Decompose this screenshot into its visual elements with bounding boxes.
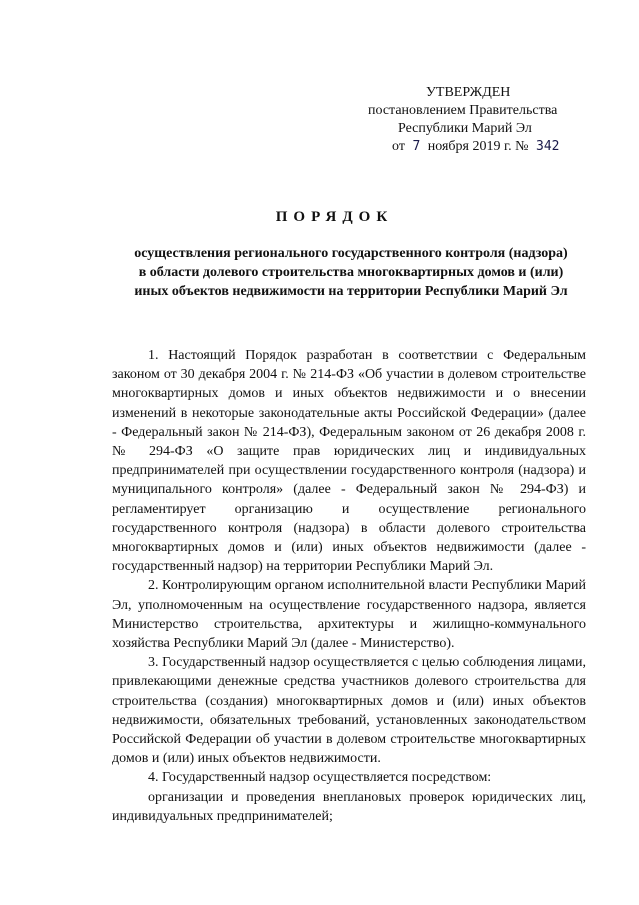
paragraph-4: 4. Государственный надзор осуществляется посредством: [148,770,492,786]
paragraph-3: 3. Государственный надзор осуществляется с целью соблюдения лицами, привлекающими денежные средства участников долевого строительства для строительства (создания) многоквартирных домов и (или) иных объектов недвижимости, обязательных требований, установленных законодательством Российской Федерации об участии в долевом строительстве многоквартирных домов и (или) иных объектов недвижимости. [112,655,586,767]
subtitle-line-3: иных объектов недвижимости на территории Республики Марий Эл [134,284,568,299]
approval-heading: УТВЕРЖДЕН [426,85,511,100]
approval-government: Республики Марий Эл [398,121,532,136]
approval-date-line [364,138,604,156]
paragraph-1: 1. Настоящий Порядок разработан в соответствии с Федеральным законом от 30 декабря 2004 г. № 214-ФЗ «Об участии в долевом строительстве многоквартирных домов и иных объектов недвижимости и о внесении изменений в некоторые законодательные акты Российской Федерации» (далее - Федеральный закон № 214-ФЗ), Федеральным законом от 26 декабря 2008 г. № 294-ФЗ «О защите прав юридических лиц и индивидуальных предпринимателей при осуществлении государственного контроля (надзора) и муниципального контроля» (далее - Федеральный закон № 294-ФЗ) и регламентирует организацию и осуществление регионального государственного контроля (надзора) в области долевого строительства многоквартирных домов и (или) иных объектов недвижимости (далее - государственный надзор) на территории Республики Марий Эл. [112,348,586,575]
paragraph-2: 2. Контролирующим органом исполнительной власти Республики Марий Эл, уполномоченным на осуществление государственного надзора, является Министерство строительства, архитектуры и жилищно-коммунального хозяйства Республики Марий Эл (далее - Министерство). [112,578,586,652]
document-title: ПОРЯДОК [275,209,394,225]
approval-decree: постановлением Правительства [368,103,558,118]
approval-date-day: 7 [412,139,421,154]
approval-date-prefix: от [392,139,405,154]
approval-decree-number: 342 [536,139,560,154]
approval-block [364,84,604,156]
subtitle-line-2: в области долевого строительства многоквартирных домов и (или) [138,265,564,280]
paragraph-5: организации и проведения внеплановых проверок юридических лиц, индивидуальных предпринимателей; [112,789,586,824]
document-body [112,346,586,826]
document-subtitle [108,244,594,301]
subtitle-line-1: осуществления регионального государственного контроля (надзора) [134,246,568,261]
approval-date-month-year: ноября 2019 г. № [427,139,529,154]
